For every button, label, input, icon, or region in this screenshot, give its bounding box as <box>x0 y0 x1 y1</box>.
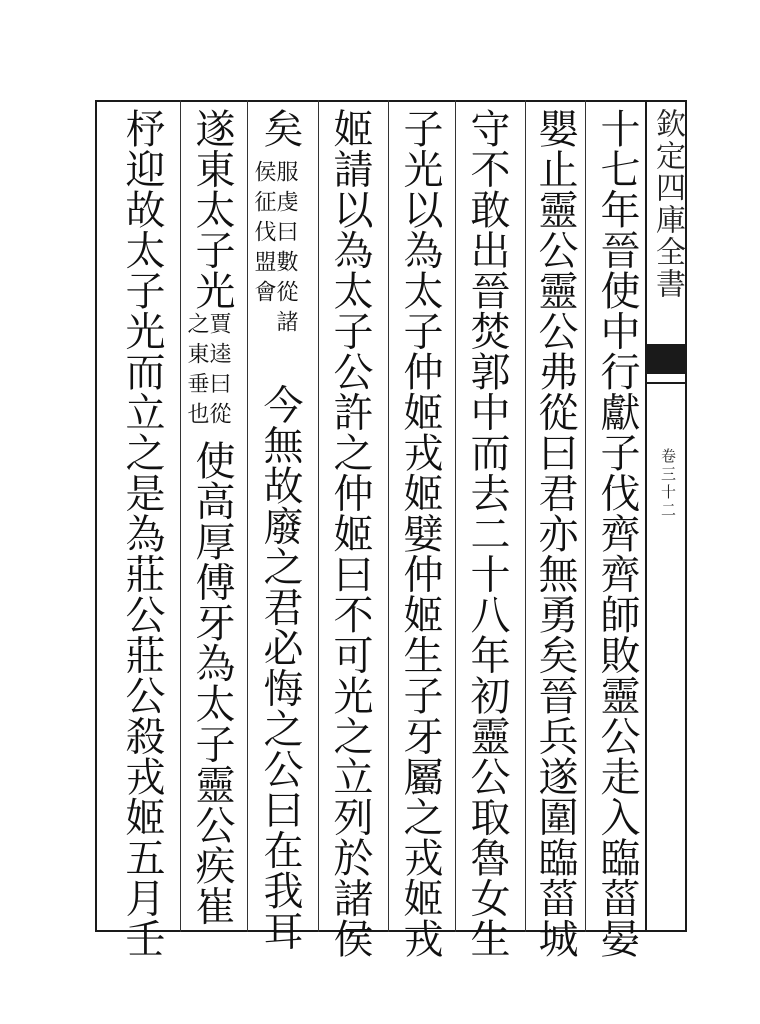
fishtail-rule <box>647 382 685 384</box>
text-column-8: 杼迎故太子光而立之是為莊公莊公殺戎姬五月壬 <box>119 108 165 959</box>
fishtail-mark <box>647 344 685 374</box>
text-column-3: 守不敢出晉焚郭中而去二十八年初靈公取魯女生 <box>464 108 510 959</box>
column-rule <box>455 100 456 932</box>
text-column-4: 子光以為太子仲姬戎姬嬖仲姬生子牙屬之戎姬戎 <box>397 108 443 959</box>
annotation-right-line: 服虔曰數從諸 <box>273 160 298 340</box>
annotation-block-2 <box>185 312 229 432</box>
text-column-7-tail: 使高厚傅牙為太子靈公疾崔 <box>189 440 235 926</box>
column-rule <box>180 100 181 932</box>
margin-volume-label: 卷三十二 <box>659 448 677 520</box>
text-column-7-lead: 遂東太子光 <box>189 108 235 311</box>
text-column-1: 十七年晉使中行獻子伐齊齊師敗靈公走入臨菑晏 <box>594 108 640 959</box>
annotation-block-1 <box>252 160 296 340</box>
annotation-right-line: 賈逵曰從 <box>206 312 231 432</box>
annotation-left-line: 之東垂也 <box>184 312 209 432</box>
column-rule <box>525 100 526 932</box>
text-column-6-tail: 今無故廢之君必悔之公曰在我耳 <box>257 384 303 951</box>
column-rule <box>318 100 319 932</box>
text-column-5: 姬請以為太子公許之仲姬曰不可光之立列於諸侯 <box>327 108 373 959</box>
annotation-left-line: 侯征伐盟會 <box>251 160 276 310</box>
text-column-6-lead: 矣 <box>257 108 303 149</box>
column-rule <box>247 100 248 932</box>
column-rule <box>585 100 586 932</box>
margin-book-title: 欽定四庫全書 <box>650 108 685 300</box>
column-rule <box>388 100 389 932</box>
text-column-2: 嬰止靈公靈公弗從曰君亦無勇矣晉兵遂圍臨菑城 <box>532 108 578 959</box>
